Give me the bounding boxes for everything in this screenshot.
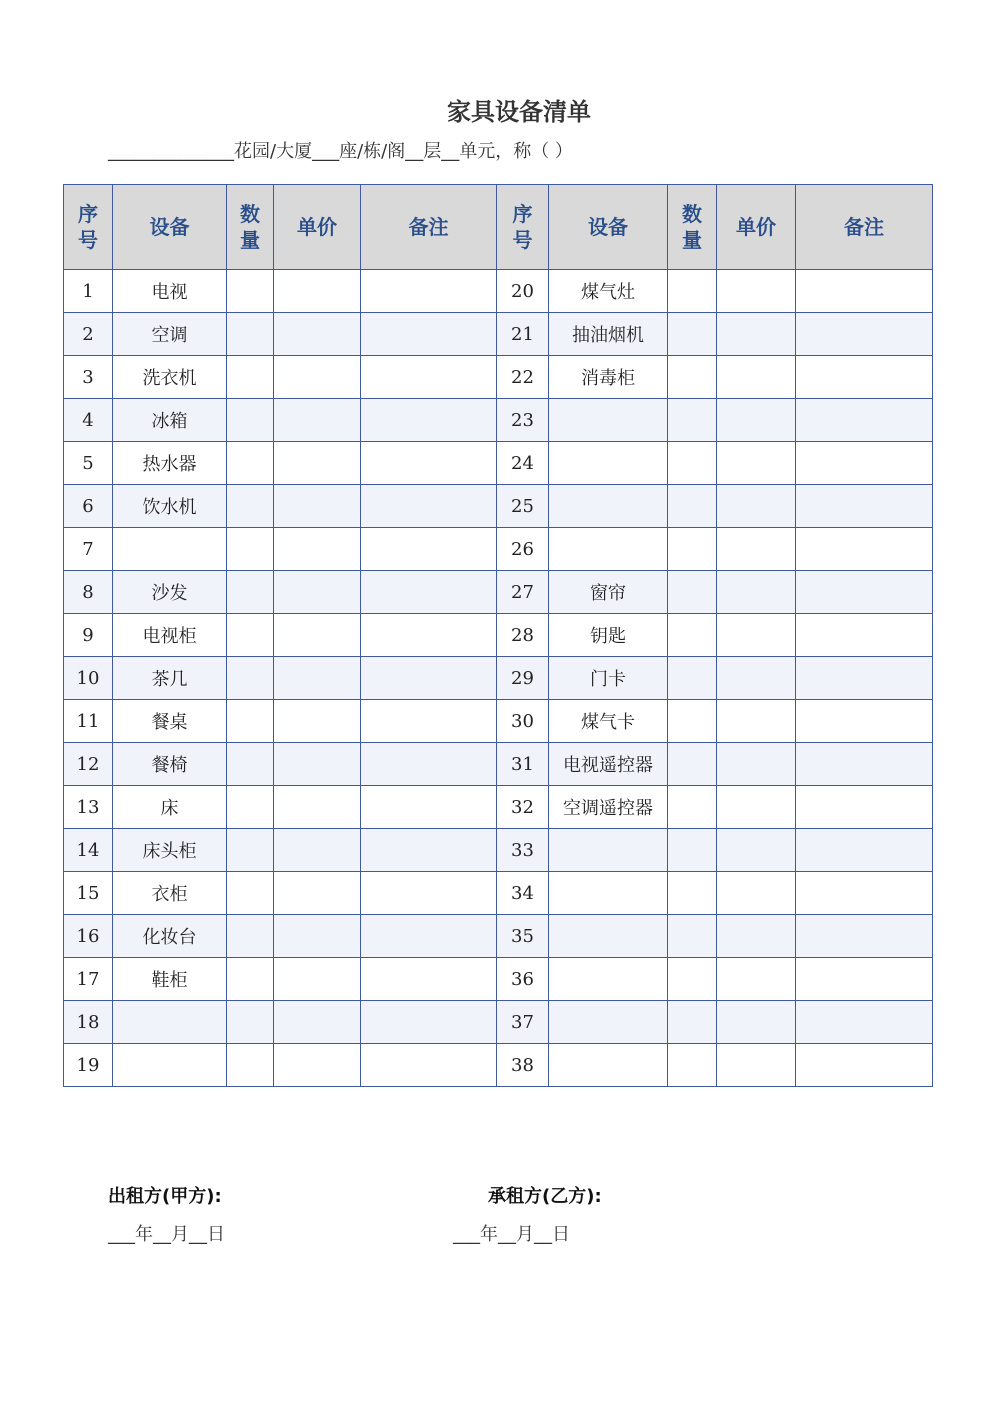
equipment-cell-left: 冰箱 (113, 399, 227, 442)
remarks-cell-right[interactable] (796, 958, 933, 1001)
price-cell-left[interactable] (274, 872, 361, 915)
equipment-cell-right (549, 399, 668, 442)
serial-cell-right: 31 (497, 743, 549, 786)
equipment-cell-right (549, 958, 668, 1001)
equipment-cell-right (549, 485, 668, 528)
serial-cell-right: 37 (497, 1001, 549, 1044)
price-cell-left[interactable] (274, 270, 361, 313)
price-cell-right[interactable] (717, 485, 796, 528)
quantity-cell-left[interactable] (227, 700, 274, 743)
quantity-cell-right[interactable] (668, 571, 717, 614)
quantity-cell-right[interactable] (668, 1044, 717, 1087)
price-cell-right[interactable] (717, 270, 796, 313)
serial-cell-left: 17 (64, 958, 113, 1001)
price-cell-right[interactable] (717, 356, 796, 399)
quantity-cell-right[interactable] (668, 356, 717, 399)
quantity-cell-right[interactable] (668, 528, 717, 571)
table-header-row (64, 185, 933, 270)
equipment-cell-right: 煤气灶 (549, 270, 668, 313)
serial-cell-left: 14 (64, 829, 113, 872)
remarks-cell-left[interactable] (361, 700, 497, 743)
price-cell-right[interactable] (717, 743, 796, 786)
price-cell-left[interactable] (274, 1044, 361, 1087)
quantity-cell-right[interactable] (668, 786, 717, 829)
quantity-cell-right[interactable] (668, 829, 717, 872)
serial-cell-right: 36 (497, 958, 549, 1001)
equipment-cell-left: 鞋柜 (113, 958, 227, 1001)
table-row (64, 313, 933, 356)
price-cell-right[interactable] (717, 528, 796, 571)
quantity-cell-right[interactable] (668, 1001, 717, 1044)
equipment-cell-left (113, 528, 227, 571)
equipment-cell-left: 化妆台 (113, 915, 227, 958)
remarks-cell-right[interactable] (796, 786, 933, 829)
price-cell-left[interactable] (274, 614, 361, 657)
price-cell-left[interactable] (274, 700, 361, 743)
price-cell-left[interactable] (274, 1001, 361, 1044)
equipment-cell-right (549, 442, 668, 485)
remarks-cell-left[interactable] (361, 528, 497, 571)
remarks-cell-right[interactable] (796, 872, 933, 915)
remarks-cell-right[interactable] (796, 571, 933, 614)
remarks-cell-left[interactable] (361, 442, 497, 485)
equipment-cell-right: 门卡 (549, 657, 668, 700)
price-cell-left[interactable] (274, 958, 361, 1001)
remarks-cell-left[interactable] (361, 915, 497, 958)
header-quantity-left: 数量 (227, 185, 274, 270)
serial-cell-left: 11 (64, 700, 113, 743)
table-row (64, 958, 933, 1001)
remarks-cell-right[interactable] (796, 657, 933, 700)
price-cell-left[interactable] (274, 915, 361, 958)
table-row (64, 829, 933, 872)
page-title: 家具设备清单 (447, 98, 591, 126)
quantity-cell-right[interactable] (668, 270, 717, 313)
price-cell-right[interactable] (717, 571, 796, 614)
remarks-cell-left[interactable] (361, 270, 497, 313)
quantity-cell-right[interactable] (668, 313, 717, 356)
table-row (64, 528, 933, 571)
price-cell-right[interactable] (717, 829, 796, 872)
header-serial-left: 序号 (64, 185, 113, 270)
equipment-cell-left: 餐椅 (113, 743, 227, 786)
header-equipment-right: 设备 (549, 185, 668, 270)
table-row (64, 442, 933, 485)
quantity-cell-left[interactable] (227, 442, 274, 485)
equipment-cell-left (113, 1001, 227, 1044)
equipment-cell-right: 煤气卡 (549, 700, 668, 743)
quantity-cell-right[interactable] (668, 485, 717, 528)
quantity-cell-right[interactable] (668, 958, 717, 1001)
quantity-cell-left[interactable] (227, 485, 274, 528)
equipment-cell-right (549, 528, 668, 571)
remarks-cell-right[interactable] (796, 485, 933, 528)
quantity-cell-left[interactable] (227, 958, 274, 1001)
serial-cell-left: 12 (64, 743, 113, 786)
lessee-date: ___年__月__日 (453, 1224, 570, 1245)
remarks-cell-right[interactable] (796, 528, 933, 571)
serial-cell-left: 5 (64, 442, 113, 485)
quantity-cell-left[interactable] (227, 915, 274, 958)
serial-cell-right: 21 (497, 313, 549, 356)
remarks-cell-right[interactable] (796, 1044, 933, 1087)
equipment-table (63, 184, 933, 1087)
quantity-cell-right[interactable] (668, 743, 717, 786)
quantity-cell-right[interactable] (668, 915, 717, 958)
remarks-cell-left[interactable] (361, 1001, 497, 1044)
remarks-cell-right[interactable] (796, 700, 933, 743)
price-cell-right[interactable] (717, 1044, 796, 1087)
quantity-cell-left[interactable] (227, 528, 274, 571)
header-quantity-right: 数量 (668, 185, 717, 270)
equipment-cell-right (549, 1001, 668, 1044)
equipment-cell-left: 空调 (113, 313, 227, 356)
remarks-cell-right[interactable] (796, 614, 933, 657)
equipment-cell-right (549, 1044, 668, 1087)
remarks-cell-left[interactable] (361, 657, 497, 700)
header-price-left: 单价 (274, 185, 361, 270)
header-remarks-left: 备注 (361, 185, 497, 270)
lessor-label: 出租方(甲方): (108, 1186, 222, 1207)
remarks-cell-right[interactable] (796, 313, 933, 356)
price-cell-right[interactable] (717, 786, 796, 829)
serial-cell-right: 32 (497, 786, 549, 829)
equipment-cell-left: 餐桌 (113, 700, 227, 743)
remarks-cell-right[interactable] (796, 270, 933, 313)
serial-cell-right: 20 (497, 270, 549, 313)
equipment-cell-left: 衣柜 (113, 872, 227, 915)
quantity-cell-left[interactable] (227, 829, 274, 872)
remarks-cell-left[interactable] (361, 313, 497, 356)
quantity-cell-right[interactable] (668, 872, 717, 915)
serial-cell-left: 10 (64, 657, 113, 700)
serial-cell-right: 28 (497, 614, 549, 657)
quantity-cell-left[interactable] (227, 872, 274, 915)
quantity-cell-right[interactable] (668, 700, 717, 743)
equipment-cell-left: 床头柜 (113, 829, 227, 872)
price-cell-left[interactable] (274, 442, 361, 485)
price-cell-right[interactable] (717, 872, 796, 915)
remarks-cell-right[interactable] (796, 915, 933, 958)
price-cell-right[interactable] (717, 657, 796, 700)
lessee-label: 承租方(乙方): (488, 1186, 602, 1207)
quantity-cell-left[interactable] (227, 743, 274, 786)
remarks-cell-left[interactable] (361, 829, 497, 872)
remarks-cell-left[interactable] (361, 872, 497, 915)
table-row (64, 872, 933, 915)
quantity-cell-left[interactable] (227, 313, 274, 356)
quantity-cell-left[interactable] (227, 356, 274, 399)
serial-cell-right: 27 (497, 571, 549, 614)
price-cell-right[interactable] (717, 958, 796, 1001)
equipment-cell-right: 窗帘 (549, 571, 668, 614)
table-row (64, 614, 933, 657)
price-cell-left[interactable] (274, 399, 361, 442)
equipment-cell-right: 消毒柜 (549, 356, 668, 399)
price-cell-left[interactable] (274, 356, 361, 399)
table-row (64, 915, 933, 958)
equipment-cell-left: 沙发 (113, 571, 227, 614)
address-line: ______________花园/大厦___座/栋/阁__层__单元，称（ ） (108, 141, 573, 162)
serial-cell-right: 23 (497, 399, 549, 442)
price-cell-right[interactable] (717, 442, 796, 485)
serial-cell-right: 26 (497, 528, 549, 571)
serial-cell-left: 18 (64, 1001, 113, 1044)
price-cell-right[interactable] (717, 614, 796, 657)
serial-cell-left: 13 (64, 786, 113, 829)
remarks-cell-left[interactable] (361, 356, 497, 399)
remarks-cell-left[interactable] (361, 786, 497, 829)
serial-cell-right: 35 (497, 915, 549, 958)
equipment-cell-right: 抽油烟机 (549, 313, 668, 356)
quantity-cell-left[interactable] (227, 786, 274, 829)
table-row (64, 743, 933, 786)
serial-cell-right: 24 (497, 442, 549, 485)
serial-cell-left: 4 (64, 399, 113, 442)
table-row (64, 571, 933, 614)
remarks-cell-left[interactable] (361, 571, 497, 614)
table-row (64, 1001, 933, 1044)
remarks-cell-left[interactable] (361, 1044, 497, 1087)
equipment-cell-right: 空调遥控器 (549, 786, 668, 829)
table-row (64, 657, 933, 700)
equipment-cell-left: 电视 (113, 270, 227, 313)
remarks-cell-left[interactable] (361, 743, 497, 786)
quantity-cell-left[interactable] (227, 399, 274, 442)
serial-cell-right: 29 (497, 657, 549, 700)
price-cell-left[interactable] (274, 829, 361, 872)
price-cell-right[interactable] (717, 313, 796, 356)
remarks-cell-left[interactable] (361, 614, 497, 657)
quantity-cell-left[interactable] (227, 657, 274, 700)
lessor-date: ___年__月__日 (108, 1224, 225, 1245)
equipment-cell-left: 床 (113, 786, 227, 829)
remarks-cell-right[interactable] (796, 442, 933, 485)
price-cell-left[interactable] (274, 571, 361, 614)
remarks-cell-right[interactable] (796, 399, 933, 442)
table-row (64, 356, 933, 399)
equipment-cell-right: 电视遥控器 (549, 743, 668, 786)
quantity-cell-right[interactable] (668, 399, 717, 442)
equipment-cell-right (549, 829, 668, 872)
table-row (64, 700, 933, 743)
table-row (64, 270, 933, 313)
table-row (64, 399, 933, 442)
quantity-cell-left[interactable] (227, 1001, 274, 1044)
price-cell-right[interactable] (717, 399, 796, 442)
equipment-cell-right (549, 915, 668, 958)
serial-cell-left: 1 (64, 270, 113, 313)
serial-cell-left: 9 (64, 614, 113, 657)
price-cell-left[interactable] (274, 313, 361, 356)
remarks-cell-left[interactable] (361, 485, 497, 528)
equipment-cell-left: 饮水机 (113, 485, 227, 528)
serial-cell-right: 34 (497, 872, 549, 915)
quantity-cell-left[interactable] (227, 614, 274, 657)
equipment-cell-left: 茶几 (113, 657, 227, 700)
serial-cell-right: 22 (497, 356, 549, 399)
price-cell-left[interactable] (274, 743, 361, 786)
table-row (64, 786, 933, 829)
serial-cell-right: 33 (497, 829, 549, 872)
remarks-cell-right[interactable] (796, 743, 933, 786)
remarks-cell-right[interactable] (796, 356, 933, 399)
price-cell-right[interactable] (717, 915, 796, 958)
serial-cell-left: 2 (64, 313, 113, 356)
serial-cell-left: 6 (64, 485, 113, 528)
header-serial-right: 序号 (497, 185, 549, 270)
equipment-cell-right: 钥匙 (549, 614, 668, 657)
serial-cell-left: 3 (64, 356, 113, 399)
header-price-right: 单价 (717, 185, 796, 270)
serial-cell-right: 25 (497, 485, 549, 528)
remarks-cell-left[interactable] (361, 958, 497, 1001)
price-cell-left[interactable] (274, 786, 361, 829)
remarks-cell-left[interactable] (361, 399, 497, 442)
quantity-cell-right[interactable] (668, 657, 717, 700)
quantity-cell-left[interactable] (227, 1044, 274, 1087)
quantity-cell-left[interactable] (227, 270, 274, 313)
quantity-cell-left[interactable] (227, 571, 274, 614)
equipment-cell-left: 电视柜 (113, 614, 227, 657)
price-cell-left[interactable] (274, 528, 361, 571)
serial-cell-right: 30 (497, 700, 549, 743)
serial-cell-left: 8 (64, 571, 113, 614)
quantity-cell-right[interactable] (668, 614, 717, 657)
remarks-cell-right[interactable] (796, 829, 933, 872)
equipment-cell-left: 洗衣机 (113, 356, 227, 399)
table-row (64, 485, 933, 528)
serial-cell-left: 15 (64, 872, 113, 915)
table-row (64, 1044, 933, 1087)
equipment-cell-left (113, 1044, 227, 1087)
header-remarks-right: 备注 (796, 185, 933, 270)
remarks-cell-right[interactable] (796, 1001, 933, 1044)
price-cell-right[interactable] (717, 700, 796, 743)
serial-cell-right: 38 (497, 1044, 549, 1087)
quantity-cell-right[interactable] (668, 442, 717, 485)
price-cell-right[interactable] (717, 1001, 796, 1044)
equipment-cell-left: 热水器 (113, 442, 227, 485)
serial-cell-left: 19 (64, 1044, 113, 1087)
price-cell-left[interactable] (274, 485, 361, 528)
header-equipment-left: 设备 (113, 185, 227, 270)
equipment-cell-right (549, 872, 668, 915)
price-cell-left[interactable] (274, 657, 361, 700)
serial-cell-left: 7 (64, 528, 113, 571)
serial-cell-left: 16 (64, 915, 113, 958)
